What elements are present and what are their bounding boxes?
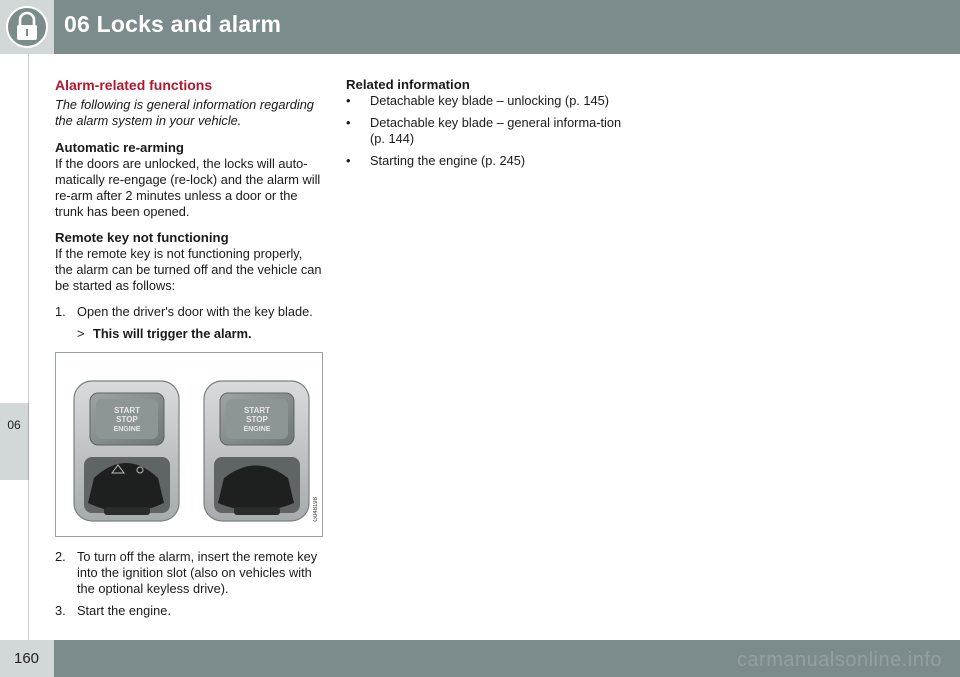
heading-remote-key: Remote key not functioning — [55, 230, 229, 245]
step-number: 2. — [55, 549, 66, 564]
figure-code: G048198 — [313, 497, 319, 522]
related-link-text: Detachable key blade – unlocking (p. 145) — [370, 93, 610, 108]
right-column — [346, 77, 626, 175]
chapter-tab[interactable] — [0, 403, 29, 480]
related-info-heading: Related information — [346, 77, 470, 92]
related-link[interactable] — [346, 93, 626, 109]
padlock-icon — [5, 5, 49, 49]
result-text: This will trigger the alarm. — [93, 326, 252, 341]
bullet: • — [346, 115, 351, 130]
step-text: Open the driver's door with the key blade. — [77, 304, 313, 319]
paragraph-remote-key: If the remote key is not functioning properly, the alarm can be turned off and the vehicle can be started as follows: — [55, 246, 322, 293]
ignition-slot-drawing — [56, 353, 322, 536]
left-column — [55, 77, 323, 625]
page-footer — [0, 640, 960, 677]
watermark: carmanualsonline.info — [736, 649, 942, 671]
left-button-label-start: START — [113, 406, 141, 415]
step-number: 3. — [55, 603, 66, 618]
step-1-result — [55, 326, 323, 342]
intro-text: The following is general information regarding the alarm system in your vehicle. — [55, 97, 314, 128]
left-button-label-stop: STOP — [116, 415, 138, 424]
left-button-label-engine: ENGINE — [113, 426, 141, 433]
right-button-label-engine: ENGINE — [243, 426, 271, 433]
right-button-label-start: START — [243, 406, 271, 415]
related-link-text: Detachable key blade – general informa-tion (p. 144) — [370, 115, 622, 146]
step-3 — [55, 603, 323, 619]
step-text: Start the engine. — [77, 603, 171, 618]
chapter-icon-box — [0, 0, 54, 54]
heading-automatic-rearming: Automatic re-arming — [55, 140, 184, 155]
step-number: 1. — [55, 304, 66, 319]
section-title: Alarm-related functions — [55, 77, 213, 93]
chapter-tab-label: 06 — [7, 418, 21, 432]
related-link[interactable] — [346, 115, 626, 147]
paragraph-automatic-rearming: If the doors are unlocked, the locks will auto-matically re-engage (re-lock) and the alarm will re-arm after 2 minutes unless a door or the trunk has been opened. — [55, 156, 321, 219]
step-text: To turn off the alarm, insert the remote key into the ignition slot (also on vehicles with the optional keyless drive). — [77, 549, 318, 596]
related-link-text: Starting the engine (p. 245) — [370, 153, 526, 168]
page-number: 160 — [14, 650, 40, 667]
right-button-label-stop: STOP — [246, 415, 268, 424]
bullet: • — [346, 93, 351, 108]
side-strip — [0, 54, 29, 640]
step-2 — [55, 549, 323, 597]
ignition-illustration — [55, 352, 323, 537]
related-link[interactable] — [346, 153, 626, 169]
page-header — [0, 0, 960, 54]
chapter-title: 06 Locks and alarm — [64, 11, 282, 37]
result-arrow: > — [77, 326, 85, 341]
page-number-box — [0, 640, 54, 677]
bullet: • — [346, 153, 351, 168]
step-1 — [55, 304, 323, 320]
